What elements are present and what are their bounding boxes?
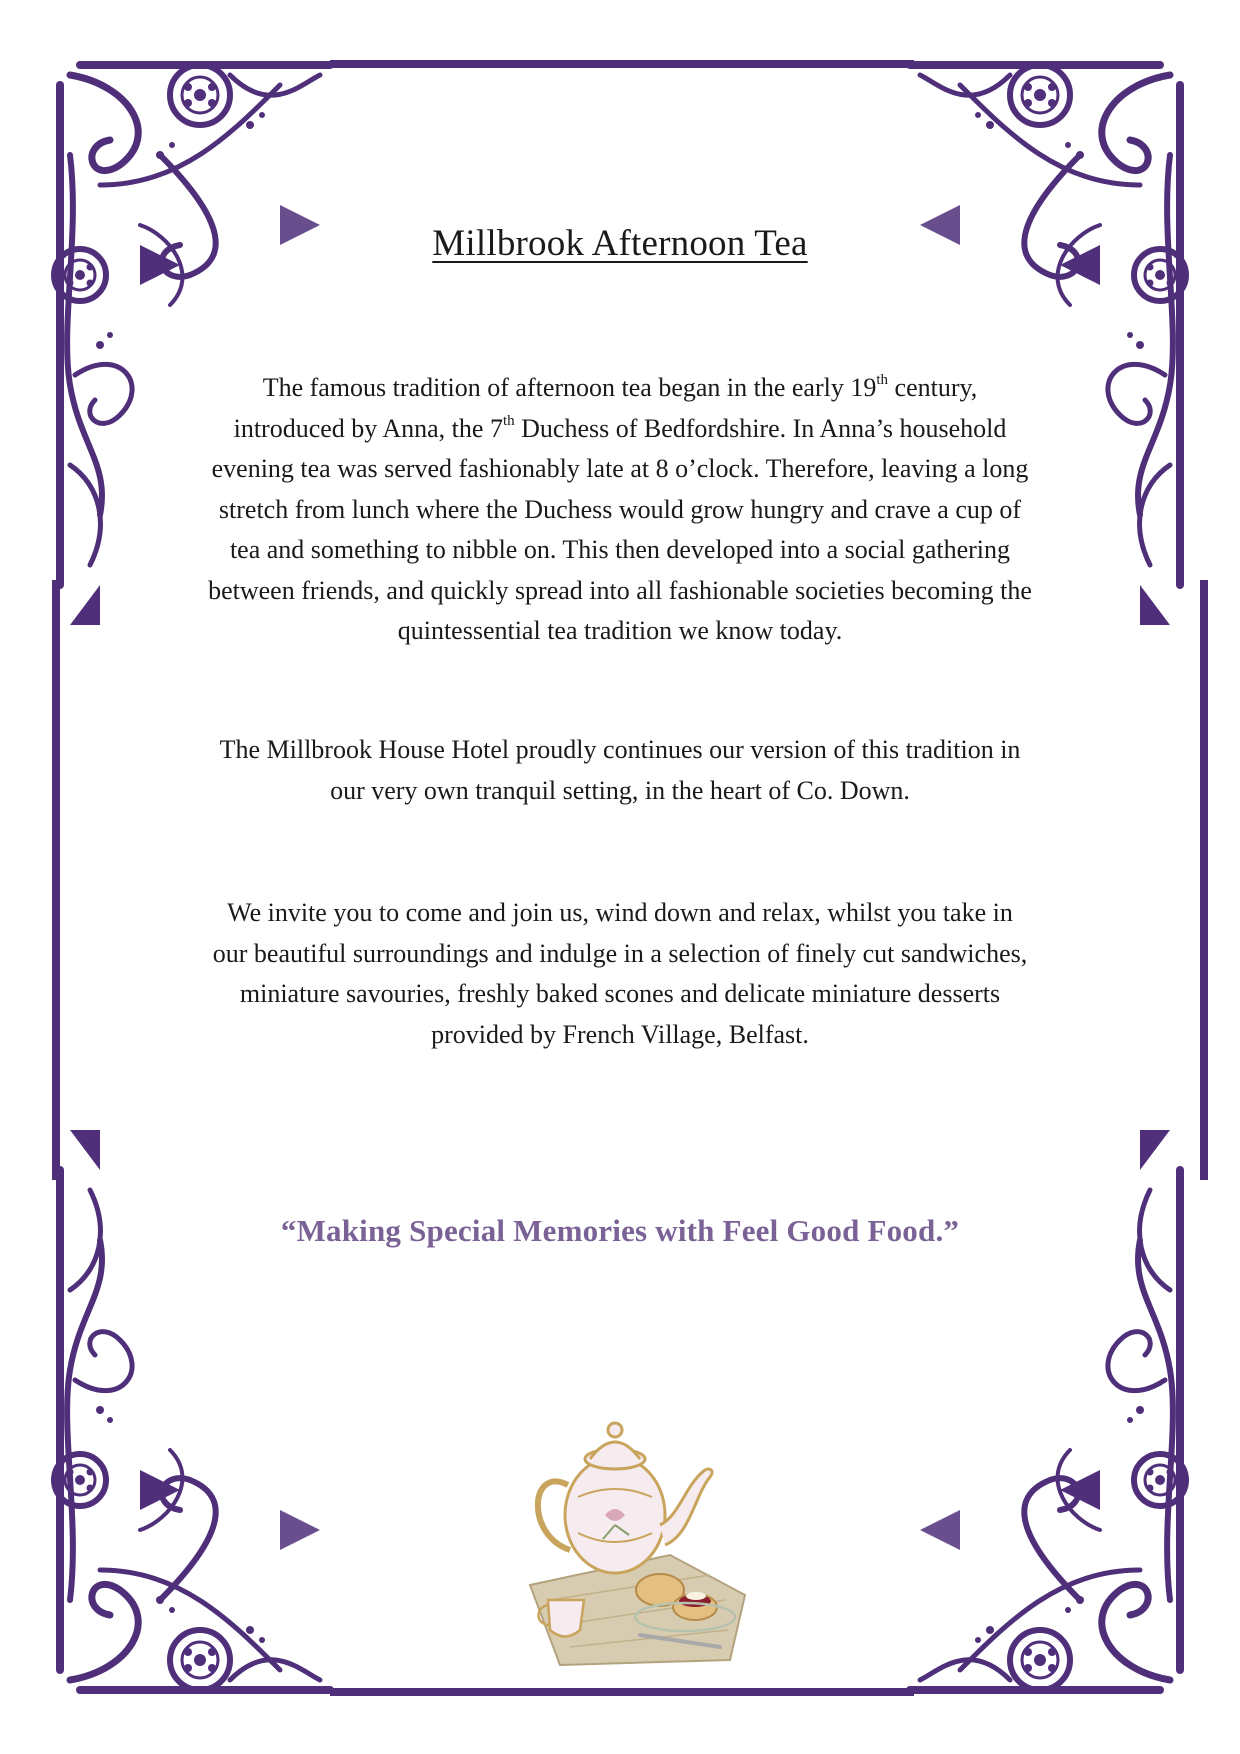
text-run: The famous tradition of afternoon tea began in the early 19 — [262, 373, 877, 402]
teapot-with-scones-icon — [520, 1385, 750, 1670]
text-line — [150, 409, 1090, 450]
text-line: tea and something to nibble on. This then developed into a social gathering — [229, 535, 1011, 564]
page-title: Millbrook Afternoon Tea — [432, 223, 808, 264]
border-line-top — [330, 60, 914, 68]
text-line: between friends, and quickly spread into all fashionable societies becoming the — [208, 575, 1032, 605]
border-line-left — [52, 580, 60, 1180]
tagline: “Making Special Memories with Feel Good Food.” — [280, 1213, 960, 1248]
text-line: our beautiful surroundings and indulge in a selection of finely cut sandwiches, — [212, 938, 1028, 968]
text-line — [150, 368, 1090, 409]
ordinal-suffix: th — [502, 412, 515, 429]
intro-paragraph — [150, 368, 1090, 652]
hotel-paragraph — [150, 730, 1090, 811]
text-line: provided by French Village, Belfast. — [431, 1019, 809, 1049]
corner-ornament-bottom-right — [890, 1110, 1200, 1710]
border-line-right — [1200, 580, 1208, 1180]
text-line: We invite you to come and join us, wind down and relax, whilst you take in — [227, 898, 1013, 927]
text-run: introduced by Anna, the 7 — [233, 413, 503, 443]
text-line: evening tea was served fashionably late at 8 o’clock. Therefore, leaving a long — [211, 454, 1029, 483]
text-line: our very own tranquil setting, in the heart of Co. Down. — [330, 775, 910, 805]
text-line: The Millbrook House Hotel proudly continues our version of this tradition in — [219, 735, 1021, 764]
text-line: stretch from lunch where the Duchess would grow hungry and crave a cup of — [218, 494, 1022, 524]
text-run: century, — [888, 373, 978, 402]
invite-paragraph — [150, 893, 1090, 1055]
ordinal-suffix: th — [876, 372, 889, 389]
border-line-bottom — [330, 1688, 914, 1696]
corner-ornament-bottom-left — [40, 1110, 350, 1710]
text-line: miniature savouries, freshly baked scones and delicate miniature desserts — [239, 979, 1001, 1008]
text-line: quintessential tea tradition we know today. — [397, 616, 843, 645]
text-run: Duchess of Bedfordshire. In Anna’s household — [514, 413, 1007, 443]
